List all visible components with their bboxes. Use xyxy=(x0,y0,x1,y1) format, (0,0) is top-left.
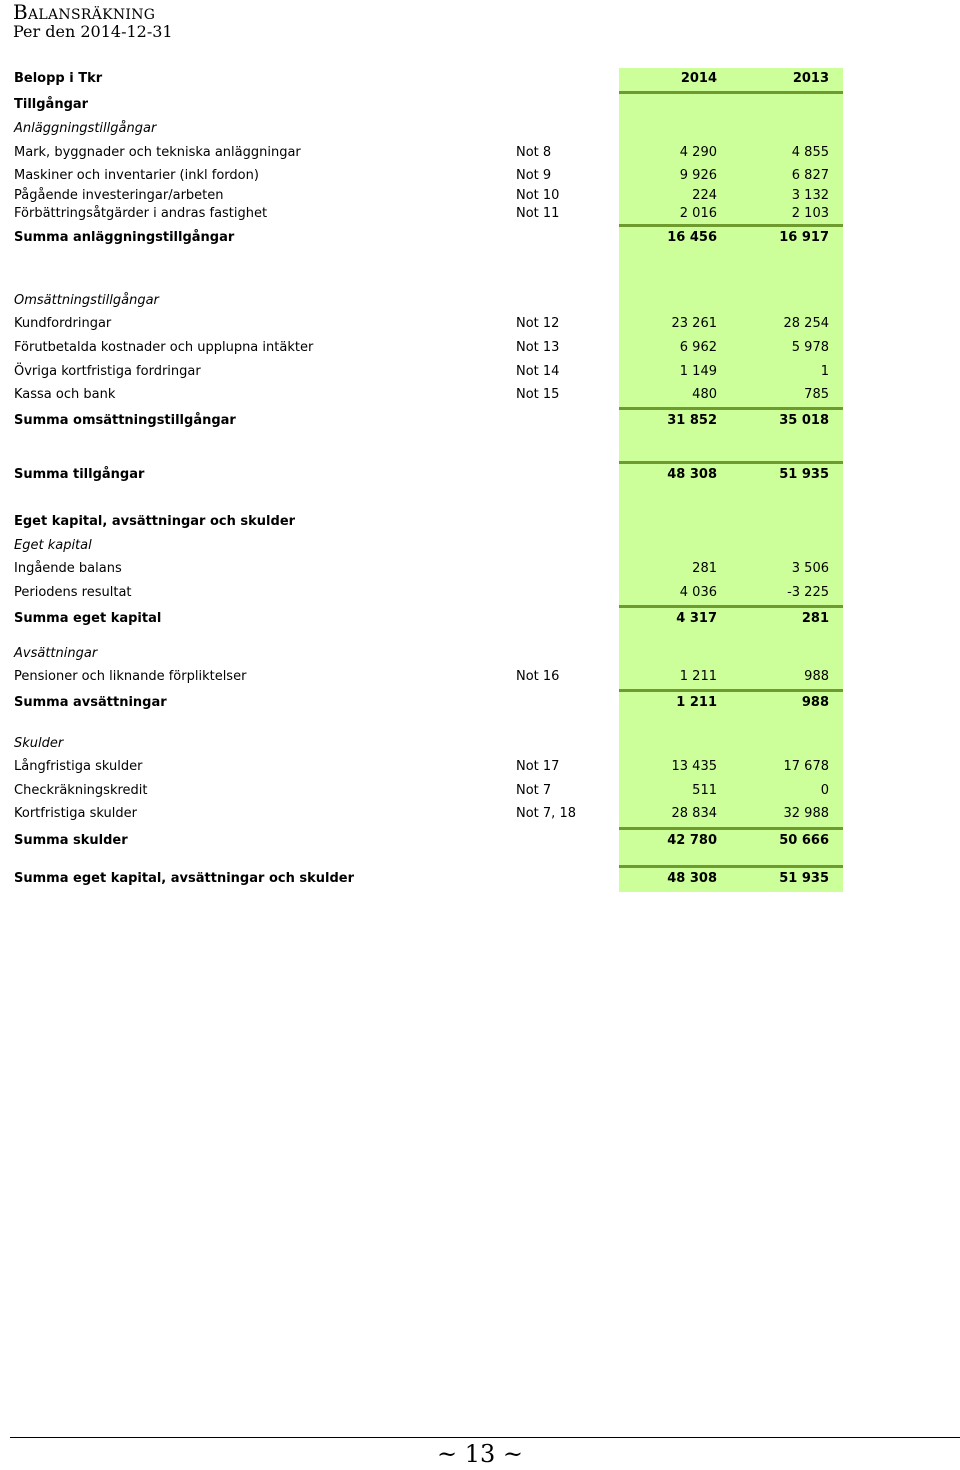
row-label: Eget kapital xyxy=(14,538,92,553)
row-value-2013: 51 935 xyxy=(779,871,829,886)
total-rule xyxy=(619,91,843,94)
row-value-2013: 3 506 xyxy=(791,561,829,576)
row-value-2013: 3 132 xyxy=(791,188,829,203)
row-label: Anläggningstillgångar xyxy=(14,121,157,136)
total-rule xyxy=(619,407,843,410)
row-label: Eget kapital, avsättningar och skulder xyxy=(14,514,296,529)
subtotal-row xyxy=(0,868,843,890)
row-value-2013: 785 xyxy=(804,387,829,402)
row-label: Tillgångar xyxy=(14,97,89,112)
table-row xyxy=(0,337,843,359)
row-value-2014: 281 xyxy=(692,561,717,576)
row-note: Not 7 xyxy=(516,783,552,798)
row-note: Not 12 xyxy=(516,316,560,331)
table-row xyxy=(0,313,843,335)
row-value-2013: 0 xyxy=(820,783,829,798)
row-label: Långfristiga skulder xyxy=(14,759,143,774)
row-label: Kassa och bank xyxy=(14,387,116,402)
header-year-previous: 2013 xyxy=(792,71,829,86)
row-label: Skulder xyxy=(14,736,64,751)
row-value-2014: 1 149 xyxy=(679,364,717,379)
row-note: Not 13 xyxy=(516,340,560,355)
row-value-2013: 6 827 xyxy=(791,168,829,183)
table-row xyxy=(0,384,843,406)
row-label: Mark, byggnader och tekniska anläggningar xyxy=(14,145,301,160)
row-label: Summa omsättningstillgångar xyxy=(14,413,236,428)
table-row xyxy=(0,361,843,383)
row-value-2014: 16 456 xyxy=(667,230,717,245)
row-value-2014: 48 308 xyxy=(667,871,717,886)
total-rule xyxy=(619,224,843,227)
row-value-2014: 1 211 xyxy=(676,695,717,710)
row-value-2014: 23 261 xyxy=(671,316,717,331)
table-row xyxy=(0,511,843,533)
total-rule xyxy=(619,605,843,608)
row-note: Not 17 xyxy=(516,759,560,774)
row-label: Kortfristiga skulder xyxy=(14,806,137,821)
row-value-2013: -3 225 xyxy=(787,585,829,600)
table-row xyxy=(0,94,843,116)
row-note: Not 11 xyxy=(516,206,560,221)
row-label: Summa skulder xyxy=(14,833,128,848)
total-rule xyxy=(619,865,843,868)
footer-rule xyxy=(10,1437,960,1438)
row-value-2014: 4 290 xyxy=(679,145,717,160)
row-note: Not 16 xyxy=(516,669,560,684)
subtotal-row xyxy=(0,410,843,432)
row-value-2013: 16 917 xyxy=(779,230,829,245)
row-label: Ingående balans xyxy=(14,561,122,576)
subtotal-row xyxy=(0,830,843,852)
total-rule xyxy=(619,689,843,692)
page-number: ~ 13 ~ xyxy=(436,1440,523,1468)
total-rule xyxy=(619,461,843,464)
row-value-2014: 42 780 xyxy=(667,833,717,848)
row-label: Maskiner och inventarier (inkl fordon) xyxy=(14,168,259,183)
subtotal-row xyxy=(0,608,843,630)
table-row xyxy=(0,666,843,688)
row-note: Not 10 xyxy=(516,188,560,203)
row-value-2014: 4 317 xyxy=(676,611,717,626)
row-label: Summa eget kapital, avsättningar och skulder xyxy=(14,871,354,886)
subtotal-row xyxy=(0,227,843,249)
row-value-2014: 511 xyxy=(692,783,717,798)
row-note: Not 14 xyxy=(516,364,560,379)
row-label: Pensioner och liknande förpliktelser xyxy=(14,669,247,684)
table-row xyxy=(0,803,843,825)
page-title: Balansräkning xyxy=(13,0,156,24)
row-value-2013: 988 xyxy=(801,695,829,710)
row-label: Checkräkningskredit xyxy=(14,783,148,798)
row-label: Pågående investeringar/arbeten xyxy=(14,188,224,203)
row-value-2014: 224 xyxy=(692,188,717,203)
row-label: Summa eget kapital xyxy=(14,611,162,626)
row-note: Not 7, 18 xyxy=(516,806,576,821)
row-label: Summa tillgångar xyxy=(14,467,145,482)
section-heading-row xyxy=(0,733,843,755)
row-value-2013: 28 254 xyxy=(783,316,829,331)
table-row xyxy=(0,165,843,187)
row-value-2013: 35 018 xyxy=(779,413,829,428)
row-label: Övriga kortfristiga fordringar xyxy=(14,364,201,379)
row-value-2014: 28 834 xyxy=(671,806,717,821)
table-row xyxy=(0,756,843,778)
row-value-2014: 1 211 xyxy=(679,669,717,684)
row-value-2013: 5 978 xyxy=(791,340,829,355)
subtotal-row xyxy=(0,692,843,714)
row-value-2013: 50 666 xyxy=(779,833,829,848)
row-note: Not 8 xyxy=(516,145,552,160)
row-value-2013: 1 xyxy=(820,364,829,379)
row-note: Not 15 xyxy=(516,387,560,402)
row-value-2014: 2 016 xyxy=(679,206,717,221)
row-value-2014: 9 926 xyxy=(679,168,717,183)
row-value-2014: 13 435 xyxy=(671,759,717,774)
row-note: Not 9 xyxy=(516,168,552,183)
section-heading-row xyxy=(0,118,843,140)
row-label: Summa avsättningar xyxy=(14,695,167,710)
table-row xyxy=(0,203,843,225)
table-row xyxy=(0,582,843,604)
row-value-2014: 6 962 xyxy=(679,340,717,355)
row-label: Avsättningar xyxy=(14,646,98,661)
row-value-2013: 32 988 xyxy=(783,806,829,821)
page-subtitle: Per den 2014-12-31 xyxy=(13,22,173,41)
header-year-current: 2014 xyxy=(680,71,717,86)
row-label: Summa anläggningstillgångar xyxy=(14,230,235,245)
row-label: Periodens resultat xyxy=(14,585,132,600)
section-heading-row xyxy=(0,290,843,312)
row-value-2014: 48 308 xyxy=(667,467,717,482)
row-value-2013: 17 678 xyxy=(783,759,829,774)
row-value-2013: 281 xyxy=(801,611,829,626)
header-amount-unit: Belopp i Tkr xyxy=(14,71,103,86)
table-header-row xyxy=(0,68,843,90)
row-label: Förutbetalda kostnader och upplupna intäkter xyxy=(14,340,314,355)
row-value-2013: 4 855 xyxy=(791,145,829,160)
row-value-2014: 4 036 xyxy=(679,585,717,600)
section-heading-row xyxy=(0,643,843,665)
row-value-2013: 2 103 xyxy=(791,206,829,221)
section-heading-row xyxy=(0,535,843,557)
row-value-2013: 51 935 xyxy=(779,467,829,482)
table-row xyxy=(0,142,843,164)
row-value-2014: 31 852 xyxy=(667,413,717,428)
table-row xyxy=(0,780,843,802)
table-row xyxy=(0,558,843,580)
row-label: Omsättningstillgångar xyxy=(14,293,159,308)
row-value-2014: 480 xyxy=(692,387,717,402)
row-value-2013: 988 xyxy=(804,669,829,684)
row-label: Kundfordringar xyxy=(14,316,112,331)
subtotal-row xyxy=(0,464,843,486)
total-rule xyxy=(619,827,843,830)
row-label: Förbättringsåtgärder i andras fastighet xyxy=(14,206,268,221)
